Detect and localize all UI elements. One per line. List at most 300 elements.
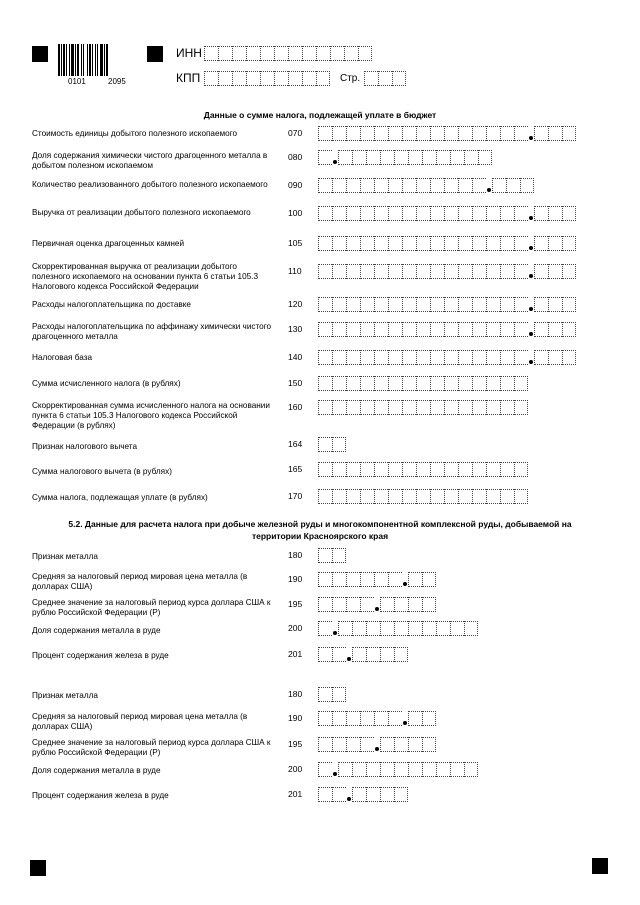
- input-cell[interactable]: [338, 762, 352, 777]
- input-cell[interactable]: [548, 236, 562, 251]
- input-cell[interactable]: [380, 647, 394, 662]
- input-cell[interactable]: [472, 206, 486, 221]
- input-cell[interactable]: [374, 178, 388, 193]
- input-cell[interactable]: [548, 350, 562, 365]
- input-cell[interactable]: [346, 489, 360, 504]
- input-cell[interactable]: [352, 150, 366, 165]
- input-cell[interactable]: [360, 178, 374, 193]
- input-cell[interactable]: [408, 150, 422, 165]
- input-cell[interactable]: [500, 350, 514, 365]
- input-cell[interactable]: [422, 737, 436, 752]
- input-cell[interactable]: [394, 150, 408, 165]
- input-cell[interactable]: [346, 376, 360, 391]
- input-cell[interactable]: [388, 462, 402, 477]
- input-cell[interactable]: [232, 71, 246, 86]
- input-cell[interactable]: [534, 206, 548, 221]
- input-cell[interactable]: [388, 322, 402, 337]
- input-cell[interactable]: [458, 376, 472, 391]
- kpp-field[interactable]: [204, 71, 330, 87]
- input-cell[interactable]: [346, 597, 360, 612]
- input-cell[interactable]: [562, 322, 576, 337]
- input-cell[interactable]: [374, 264, 388, 279]
- input-cell[interactable]: [352, 787, 366, 802]
- input-cell[interactable]: [500, 462, 514, 477]
- input-cell[interactable]: [388, 297, 402, 312]
- input-cell[interactable]: [380, 737, 394, 752]
- input-cell[interactable]: [402, 350, 416, 365]
- input-cell[interactable]: [346, 711, 360, 726]
- input-cell[interactable]: [302, 46, 316, 61]
- input-cell[interactable]: [388, 178, 402, 193]
- input-cell[interactable]: [416, 462, 430, 477]
- input-cell[interactable]: [346, 297, 360, 312]
- input-cell[interactable]: [444, 297, 458, 312]
- input-cell[interactable]: [288, 46, 302, 61]
- row-value-field[interactable]: [318, 762, 478, 778]
- input-cell[interactable]: [472, 376, 486, 391]
- input-cell[interactable]: [402, 178, 416, 193]
- input-cell[interactable]: [388, 126, 402, 141]
- input-cell[interactable]: [360, 350, 374, 365]
- input-cell[interactable]: [402, 322, 416, 337]
- input-cell[interactable]: [318, 150, 332, 165]
- input-cell[interactable]: [380, 762, 394, 777]
- input-cell[interactable]: [430, 236, 444, 251]
- input-cell[interactable]: [318, 711, 332, 726]
- input-cell[interactable]: [444, 126, 458, 141]
- input-cell[interactable]: [318, 206, 332, 221]
- input-cell[interactable]: [436, 762, 450, 777]
- input-cell[interactable]: [562, 126, 576, 141]
- input-cell[interactable]: [332, 687, 346, 702]
- input-cell[interactable]: [486, 489, 500, 504]
- input-cell[interactable]: [332, 376, 346, 391]
- input-cell[interactable]: [430, 126, 444, 141]
- input-cell[interactable]: [458, 350, 472, 365]
- input-cell[interactable]: [430, 206, 444, 221]
- input-cell[interactable]: [486, 297, 500, 312]
- input-cell[interactable]: [562, 264, 576, 279]
- input-cell[interactable]: [416, 264, 430, 279]
- input-cell[interactable]: [204, 46, 218, 61]
- input-cell[interactable]: [388, 350, 402, 365]
- input-cell[interactable]: [416, 126, 430, 141]
- input-cell[interactable]: [332, 350, 346, 365]
- input-cell[interactable]: [366, 762, 380, 777]
- input-cell[interactable]: [402, 297, 416, 312]
- input-cell[interactable]: [352, 621, 366, 636]
- input-cell[interactable]: [500, 126, 514, 141]
- input-cell[interactable]: [346, 236, 360, 251]
- input-cell[interactable]: [374, 462, 388, 477]
- input-cell[interactable]: [548, 264, 562, 279]
- input-cell[interactable]: [374, 400, 388, 415]
- input-cell[interactable]: [548, 322, 562, 337]
- input-cell[interactable]: [478, 150, 492, 165]
- input-cell[interactable]: [364, 71, 378, 86]
- input-cell[interactable]: [416, 236, 430, 251]
- input-cell[interactable]: [430, 178, 444, 193]
- input-cell[interactable]: [486, 350, 500, 365]
- input-cell[interactable]: [374, 572, 388, 587]
- row-value-field[interactable]: [318, 462, 528, 478]
- input-cell[interactable]: [318, 322, 332, 337]
- input-cell[interactable]: [332, 400, 346, 415]
- input-cell[interactable]: [514, 400, 528, 415]
- row-value-field[interactable]: [318, 236, 576, 252]
- input-cell[interactable]: [450, 150, 464, 165]
- input-cell[interactable]: [472, 297, 486, 312]
- input-cell[interactable]: [318, 621, 332, 636]
- input-cell[interactable]: [318, 762, 332, 777]
- input-cell[interactable]: [534, 350, 548, 365]
- input-cell[interactable]: [458, 489, 472, 504]
- input-cell[interactable]: [514, 350, 528, 365]
- input-cell[interactable]: [338, 621, 352, 636]
- input-cell[interactable]: [360, 572, 374, 587]
- input-cell[interactable]: [416, 400, 430, 415]
- row-value-field[interactable]: [318, 150, 492, 166]
- input-cell[interactable]: [514, 126, 528, 141]
- input-cell[interactable]: [346, 126, 360, 141]
- input-cell[interactable]: [500, 376, 514, 391]
- input-cell[interactable]: [444, 178, 458, 193]
- input-cell[interactable]: [394, 762, 408, 777]
- input-cell[interactable]: [360, 489, 374, 504]
- input-cell[interactable]: [260, 46, 274, 61]
- input-cell[interactable]: [514, 264, 528, 279]
- input-cell[interactable]: [318, 647, 332, 662]
- input-cell[interactable]: [360, 206, 374, 221]
- input-cell[interactable]: [332, 711, 346, 726]
- input-cell[interactable]: [332, 548, 346, 563]
- input-cell[interactable]: [374, 350, 388, 365]
- input-cell[interactable]: [388, 711, 402, 726]
- input-cell[interactable]: [500, 297, 514, 312]
- input-cell[interactable]: [360, 236, 374, 251]
- input-cell[interactable]: [500, 489, 514, 504]
- input-cell[interactable]: [346, 572, 360, 587]
- input-cell[interactable]: [332, 297, 346, 312]
- input-cell[interactable]: [332, 462, 346, 477]
- input-cell[interactable]: [332, 437, 346, 452]
- input-cell[interactable]: [402, 206, 416, 221]
- input-cell[interactable]: [486, 376, 500, 391]
- input-cell[interactable]: [486, 126, 500, 141]
- input-cell[interactable]: [332, 126, 346, 141]
- input-cell[interactable]: [416, 322, 430, 337]
- input-cell[interactable]: [402, 400, 416, 415]
- row-value-field[interactable]: [318, 206, 576, 222]
- input-cell[interactable]: [430, 350, 444, 365]
- row-value-field[interactable]: [318, 178, 534, 194]
- row-value-field[interactable]: [318, 126, 576, 142]
- input-cell[interactable]: [464, 621, 478, 636]
- input-cell[interactable]: [344, 46, 358, 61]
- input-cell[interactable]: [358, 46, 372, 61]
- row-value-field[interactable]: [318, 572, 436, 588]
- input-cell[interactable]: [360, 462, 374, 477]
- input-cell[interactable]: [332, 322, 346, 337]
- input-cell[interactable]: [380, 621, 394, 636]
- input-cell[interactable]: [534, 126, 548, 141]
- input-cell[interactable]: [520, 178, 534, 193]
- input-cell[interactable]: [422, 762, 436, 777]
- input-cell[interactable]: [444, 376, 458, 391]
- input-cell[interactable]: [422, 597, 436, 612]
- input-cell[interactable]: [472, 264, 486, 279]
- input-cell[interactable]: [352, 762, 366, 777]
- input-cell[interactable]: [374, 236, 388, 251]
- input-cell[interactable]: [318, 236, 332, 251]
- input-cell[interactable]: [408, 572, 422, 587]
- input-cell[interactable]: [416, 178, 430, 193]
- row-value-field[interactable]: [318, 489, 528, 505]
- input-cell[interactable]: [346, 264, 360, 279]
- input-cell[interactable]: [388, 206, 402, 221]
- input-cell[interactable]: [402, 462, 416, 477]
- input-cell[interactable]: [408, 762, 422, 777]
- input-cell[interactable]: [374, 322, 388, 337]
- input-cell[interactable]: [514, 206, 528, 221]
- input-cell[interactable]: [458, 297, 472, 312]
- input-cell[interactable]: [332, 572, 346, 587]
- input-cell[interactable]: [260, 71, 274, 86]
- input-cell[interactable]: [218, 71, 232, 86]
- input-cell[interactable]: [318, 376, 332, 391]
- input-cell[interactable]: [450, 621, 464, 636]
- row-value-field[interactable]: [318, 264, 576, 280]
- input-cell[interactable]: [458, 400, 472, 415]
- input-cell[interactable]: [402, 236, 416, 251]
- input-cell[interactable]: [430, 376, 444, 391]
- input-cell[interactable]: [472, 462, 486, 477]
- input-cell[interactable]: [232, 46, 246, 61]
- input-cell[interactable]: [430, 489, 444, 504]
- input-cell[interactable]: [458, 126, 472, 141]
- input-cell[interactable]: [408, 597, 422, 612]
- input-cell[interactable]: [374, 126, 388, 141]
- input-cell[interactable]: [346, 400, 360, 415]
- input-cell[interactable]: [430, 264, 444, 279]
- row-value-field[interactable]: [318, 400, 528, 416]
- input-cell[interactable]: [422, 572, 436, 587]
- input-cell[interactable]: [360, 322, 374, 337]
- input-cell[interactable]: [204, 71, 218, 86]
- input-cell[interactable]: [402, 489, 416, 504]
- row-value-field[interactable]: [318, 711, 436, 727]
- input-cell[interactable]: [472, 236, 486, 251]
- input-cell[interactable]: [394, 737, 408, 752]
- input-cell[interactable]: [318, 462, 332, 477]
- input-cell[interactable]: [450, 762, 464, 777]
- input-cell[interactable]: [548, 206, 562, 221]
- input-cell[interactable]: [392, 71, 406, 86]
- input-cell[interactable]: [274, 71, 288, 86]
- input-cell[interactable]: [506, 178, 520, 193]
- input-cell[interactable]: [444, 489, 458, 504]
- input-cell[interactable]: [380, 597, 394, 612]
- input-cell[interactable]: [492, 178, 506, 193]
- input-cell[interactable]: [332, 178, 346, 193]
- input-cell[interactable]: [394, 621, 408, 636]
- input-cell[interactable]: [548, 126, 562, 141]
- input-cell[interactable]: [380, 150, 394, 165]
- input-cell[interactable]: [430, 297, 444, 312]
- input-cell[interactable]: [360, 126, 374, 141]
- input-cell[interactable]: [402, 126, 416, 141]
- input-cell[interactable]: [288, 71, 302, 86]
- input-cell[interactable]: [316, 71, 330, 86]
- input-cell[interactable]: [302, 71, 316, 86]
- input-cell[interactable]: [500, 206, 514, 221]
- input-cell[interactable]: [318, 126, 332, 141]
- input-cell[interactable]: [360, 264, 374, 279]
- input-cell[interactable]: [318, 178, 332, 193]
- input-cell[interactable]: [318, 297, 332, 312]
- input-cell[interactable]: [338, 150, 352, 165]
- input-cell[interactable]: [458, 178, 472, 193]
- row-value-field[interactable]: [318, 687, 346, 703]
- input-cell[interactable]: [318, 489, 332, 504]
- input-cell[interactable]: [366, 647, 380, 662]
- input-cell[interactable]: [394, 647, 408, 662]
- input-cell[interactable]: [444, 206, 458, 221]
- input-cell[interactable]: [316, 46, 330, 61]
- input-cell[interactable]: [486, 236, 500, 251]
- input-cell[interactable]: [472, 126, 486, 141]
- input-cell[interactable]: [346, 322, 360, 337]
- input-cell[interactable]: [318, 264, 332, 279]
- input-cell[interactable]: [246, 71, 260, 86]
- input-cell[interactable]: [436, 621, 450, 636]
- input-cell[interactable]: [500, 322, 514, 337]
- input-cell[interactable]: [360, 597, 374, 612]
- input-cell[interactable]: [318, 548, 332, 563]
- input-cell[interactable]: [458, 322, 472, 337]
- input-cell[interactable]: [366, 150, 380, 165]
- input-cell[interactable]: [388, 376, 402, 391]
- row-value-field[interactable]: [318, 322, 576, 338]
- input-cell[interactable]: [374, 489, 388, 504]
- input-cell[interactable]: [318, 787, 332, 802]
- input-cell[interactable]: [332, 647, 346, 662]
- input-cell[interactable]: [486, 322, 500, 337]
- input-cell[interactable]: [402, 264, 416, 279]
- input-cell[interactable]: [562, 350, 576, 365]
- input-cell[interactable]: [374, 376, 388, 391]
- input-cell[interactable]: [514, 489, 528, 504]
- input-cell[interactable]: [352, 647, 366, 662]
- row-value-field[interactable]: [318, 621, 478, 637]
- input-cell[interactable]: [472, 489, 486, 504]
- input-cell[interactable]: [472, 322, 486, 337]
- row-value-field[interactable]: [318, 737, 436, 753]
- input-cell[interactable]: [408, 737, 422, 752]
- row-value-field[interactable]: [318, 297, 576, 313]
- input-cell[interactable]: [430, 322, 444, 337]
- input-cell[interactable]: [388, 572, 402, 587]
- input-cell[interactable]: [486, 206, 500, 221]
- input-cell[interactable]: [422, 711, 436, 726]
- input-cell[interactable]: [394, 597, 408, 612]
- input-cell[interactable]: [416, 376, 430, 391]
- input-cell[interactable]: [430, 462, 444, 477]
- input-cell[interactable]: [318, 687, 332, 702]
- input-cell[interactable]: [330, 46, 344, 61]
- input-cell[interactable]: [388, 489, 402, 504]
- input-cell[interactable]: [388, 264, 402, 279]
- input-cell[interactable]: [500, 400, 514, 415]
- input-cell[interactable]: [378, 71, 392, 86]
- input-cell[interactable]: [486, 264, 500, 279]
- input-cell[interactable]: [436, 150, 450, 165]
- row-value-field[interactable]: [318, 350, 576, 366]
- input-cell[interactable]: [548, 297, 562, 312]
- input-cell[interactable]: [332, 264, 346, 279]
- input-cell[interactable]: [534, 322, 548, 337]
- input-cell[interactable]: [416, 489, 430, 504]
- input-cell[interactable]: [534, 236, 548, 251]
- input-cell[interactable]: [444, 264, 458, 279]
- input-cell[interactable]: [332, 597, 346, 612]
- input-cell[interactable]: [514, 236, 528, 251]
- input-cell[interactable]: [500, 264, 514, 279]
- input-cell[interactable]: [444, 350, 458, 365]
- row-value-field[interactable]: [318, 647, 408, 663]
- input-cell[interactable]: [472, 178, 486, 193]
- input-cell[interactable]: [332, 206, 346, 221]
- input-cell[interactable]: [332, 787, 346, 802]
- input-cell[interactable]: [562, 297, 576, 312]
- inn-field[interactable]: [204, 46, 372, 62]
- input-cell[interactable]: [318, 597, 332, 612]
- input-cell[interactable]: [246, 46, 260, 61]
- input-cell[interactable]: [408, 711, 422, 726]
- input-cell[interactable]: [374, 297, 388, 312]
- input-cell[interactable]: [458, 206, 472, 221]
- input-cell[interactable]: [388, 236, 402, 251]
- input-cell[interactable]: [360, 376, 374, 391]
- input-cell[interactable]: [380, 787, 394, 802]
- input-cell[interactable]: [332, 236, 346, 251]
- input-cell[interactable]: [408, 621, 422, 636]
- input-cell[interactable]: [346, 737, 360, 752]
- input-cell[interactable]: [562, 206, 576, 221]
- input-cell[interactable]: [500, 236, 514, 251]
- row-value-field[interactable]: [318, 548, 346, 564]
- input-cell[interactable]: [444, 462, 458, 477]
- input-cell[interactable]: [486, 400, 500, 415]
- input-cell[interactable]: [514, 376, 528, 391]
- input-cell[interactable]: [346, 206, 360, 221]
- input-cell[interactable]: [346, 462, 360, 477]
- input-cell[interactable]: [486, 462, 500, 477]
- input-cell[interactable]: [274, 46, 288, 61]
- input-cell[interactable]: [318, 437, 332, 452]
- input-cell[interactable]: [318, 350, 332, 365]
- input-cell[interactable]: [416, 297, 430, 312]
- input-cell[interactable]: [318, 572, 332, 587]
- input-cell[interactable]: [218, 46, 232, 61]
- input-cell[interactable]: [444, 322, 458, 337]
- input-cell[interactable]: [458, 462, 472, 477]
- row-value-field[interactable]: [318, 597, 436, 613]
- input-cell[interactable]: [416, 206, 430, 221]
- input-cell[interactable]: [360, 737, 374, 752]
- input-cell[interactable]: [388, 400, 402, 415]
- input-cell[interactable]: [534, 264, 548, 279]
